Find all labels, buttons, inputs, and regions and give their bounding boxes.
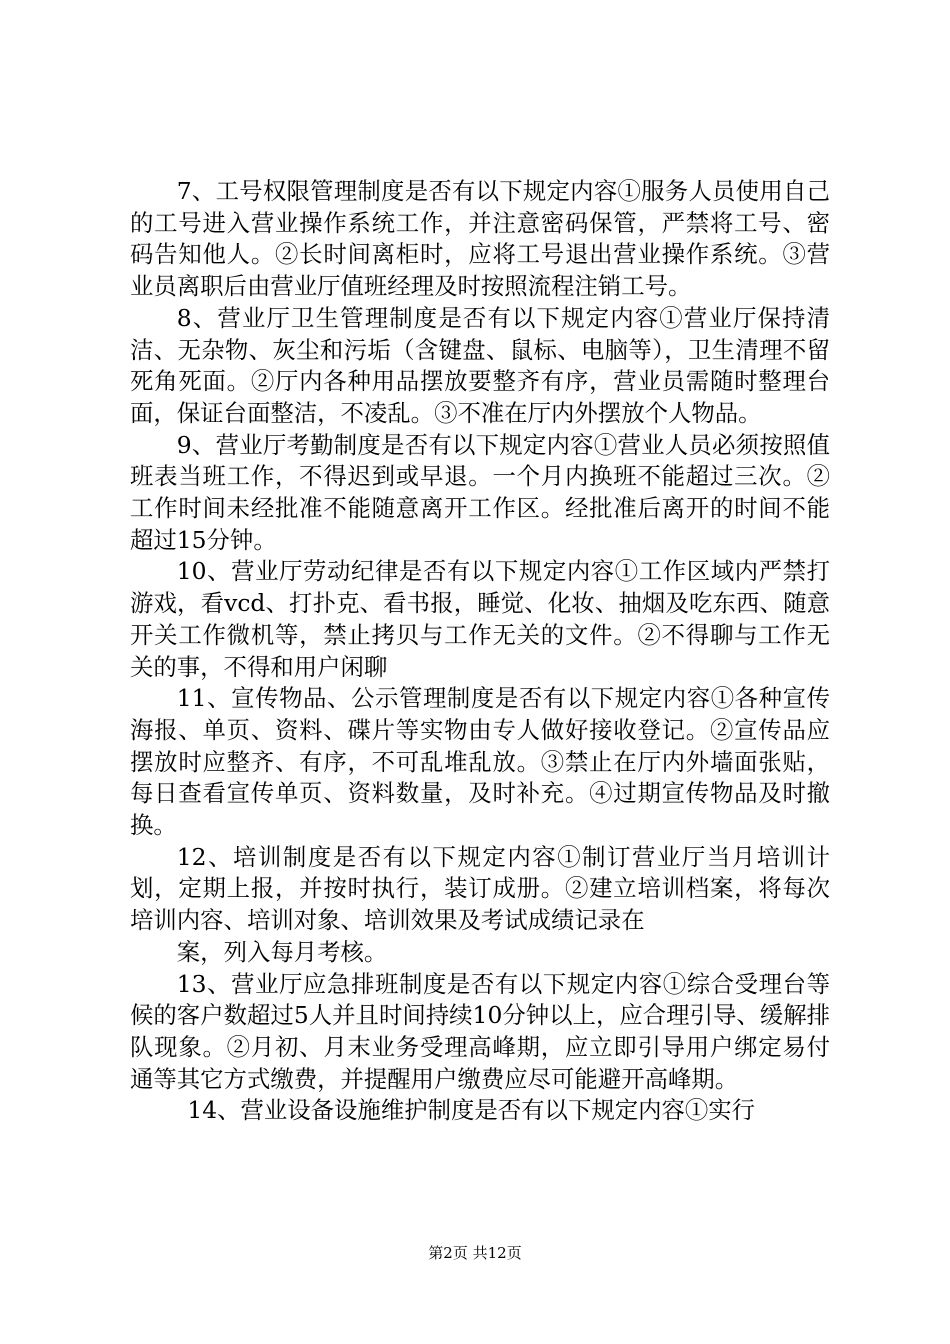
paragraph-7: 7、工号权限管理制度是否有以下规定内容①服务人员使用自己的工号进入营业操作系统工作，并注意密码保管，严禁将工号、密码告知他人。②长时间离柜时，应将工号退出营业操作系统。③营业员离职后由营业厅值班经理及时按照流程注销工号。 [130,177,830,301]
body-text [130,176,830,1127]
paragraph-8: 8、营业厅卫生管理制度是否有以下规定内容①营业厅保持清洁、无杂物、灰尘和污垢（含键盘、鼠标、电脑等），卫生清理不留死角死面。②厅内各种用品摆放要整齐有序，营业员需随时整理台面，保证台面整洁，不凌乱。③不准在厅内外摆放个人物品。 [130,303,830,427]
paragraph-10: 10、营业厅劳动纪律是否有以下规定内容①工作区域内严禁打游戏，看vcd、打扑克、看书报，睡觉、化妆、抽烟及吃东西、随意开关工作微机等，禁止拷贝与工作无关的文件。②不得聊与工作无关的事，不得和用户闲聊 [130,557,830,681]
paragraph-12: 12、培训制度是否有以下规定内容①制订营业厅当月培训计划，定期上报，并按时执行，装订成册。②建立培训档案，将每次培训内容、培训对象、培训效果及考试成绩记录在 [130,842,830,935]
paragraph-9: 9、营业厅考勤制度是否有以下规定内容①营业人员必须按照值班表当班工作，不得迟到或早退。一个月内换班不能超过三次。②工作时间未经批准不能随意离开工作区。经批准后离开的时间不能超过15分钟。 [130,430,830,554]
paragraph-11: 11、宣传物品、公示管理制度是否有以下规定内容①各种宣传海报、单页、资料、碟片等实物由专人做好接收登记。②宣传品应摆放时应整齐、有序，不可乱堆乱放。③禁止在厅内外墙面张贴，每日查看宣传单页、资料数量，及时补充。④过期宣传物品及时撤换。 [130,684,830,840]
paragraph-14: 14、营业设备设施维护制度是否有以下规定内容①实行 [187,1096,756,1125]
paragraph-13: 13、营业厅应急排班制度是否有以下规定内容①综合受理台等候的客户数超过5人并且时间持续10分钟以上，应合理引导、缓解排队现象。②月初、月末业务受理高峰期，应立即引导用户绑定易付通等其它方式缴费，并提醒用户缴费应尽可能避开高峰期。 [130,969,830,1093]
paragraph-12-continued: 案，列入每月考核。 [176,937,388,966]
page-footer: 第2页 共12页 [428,1244,522,1262]
